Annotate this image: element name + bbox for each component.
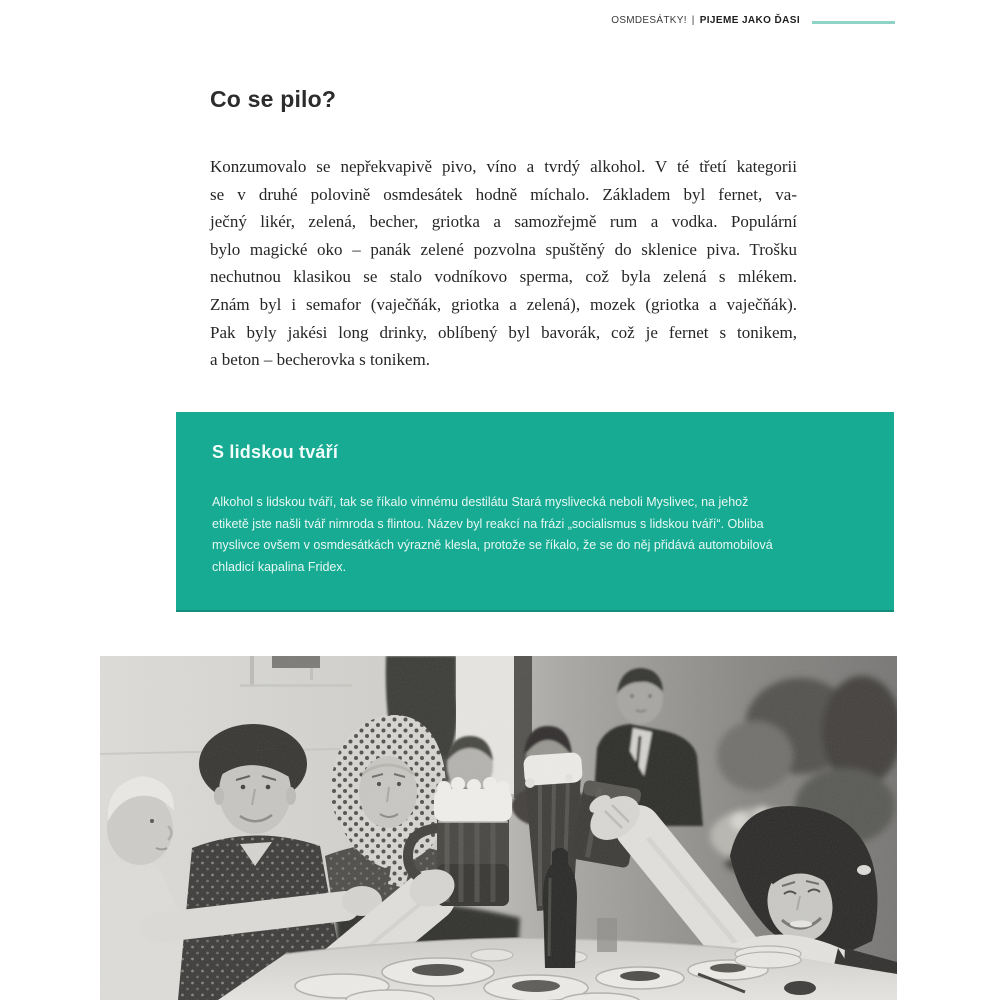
paragraph-line: nechutnou klasikou se stalo vodníkovo sperma, což byla zelená s mlékem. — [210, 267, 797, 287]
running-head-separator: | — [691, 15, 695, 26]
infobox-line: Alkohol s lidskou tváří, tak se říkalo vinnému destilátu Stará myslivecká neboli Myslivec, na jehož — [212, 495, 749, 509]
paragraph-line: Pak byly jakési long drinky, oblíbený byl bavorák, což je fernet s tonikem, — [210, 322, 797, 342]
running-head-series: OSMDESÁTKY! — [611, 15, 687, 26]
running-head-rule — [812, 21, 895, 24]
paragraph-line: Konzumovalo se nepřekvapivě pivo, víno a tvrdý alkohol. V té třetí kategorii — [210, 157, 797, 176]
page-title: Co se pilo? — [210, 86, 337, 112]
paragraph-line: bylo magické oko – panák zelené pozvolna spuštěný do sklenice piva. Trošku — [210, 239, 797, 259]
article-paragraph — [210, 153, 797, 374]
infobox-s-lidskou-tvari — [176, 412, 894, 612]
infobox-line: myslivce ovšem v osmdesátkách výrazně klesla, protože se říkalo, že se do něj přidává automobilová — [212, 538, 773, 552]
running-head — [0, 15, 800, 26]
infobox-line: etiketě jste našli tvář nimroda s flintou. Název byl reakcí na frázi „socialismus s lidskou tváří“. Obliba — [212, 516, 764, 531]
infobox-title: S lidskou tváří — [212, 442, 339, 462]
paragraph-line: se v druhé polovině osmdesátek hodně míchalo. Základem byl fernet, va- — [210, 184, 797, 204]
running-head-chapter: PIJEME JAKO ĎASI — [699, 15, 800, 26]
paragraph-line: Znám byl i semafor (vaječňák, griotka a zelená), mozek (griotka a vaječňák). — [210, 294, 797, 314]
photo-grain-overlay — [100, 656, 897, 1000]
paragraph-line: ječný likér, zelená, becher, griotka a samozřejmě rum a vodka. Populární — [210, 212, 797, 232]
infobox-line: chladicí kapalina Fridex. — [212, 559, 347, 574]
infobox-body — [212, 492, 872, 578]
photo-figure — [100, 656, 897, 1000]
paragraph-line: a beton – becherovka s tonikem. — [210, 350, 430, 370]
beer-toast-photo — [100, 656, 897, 1000]
